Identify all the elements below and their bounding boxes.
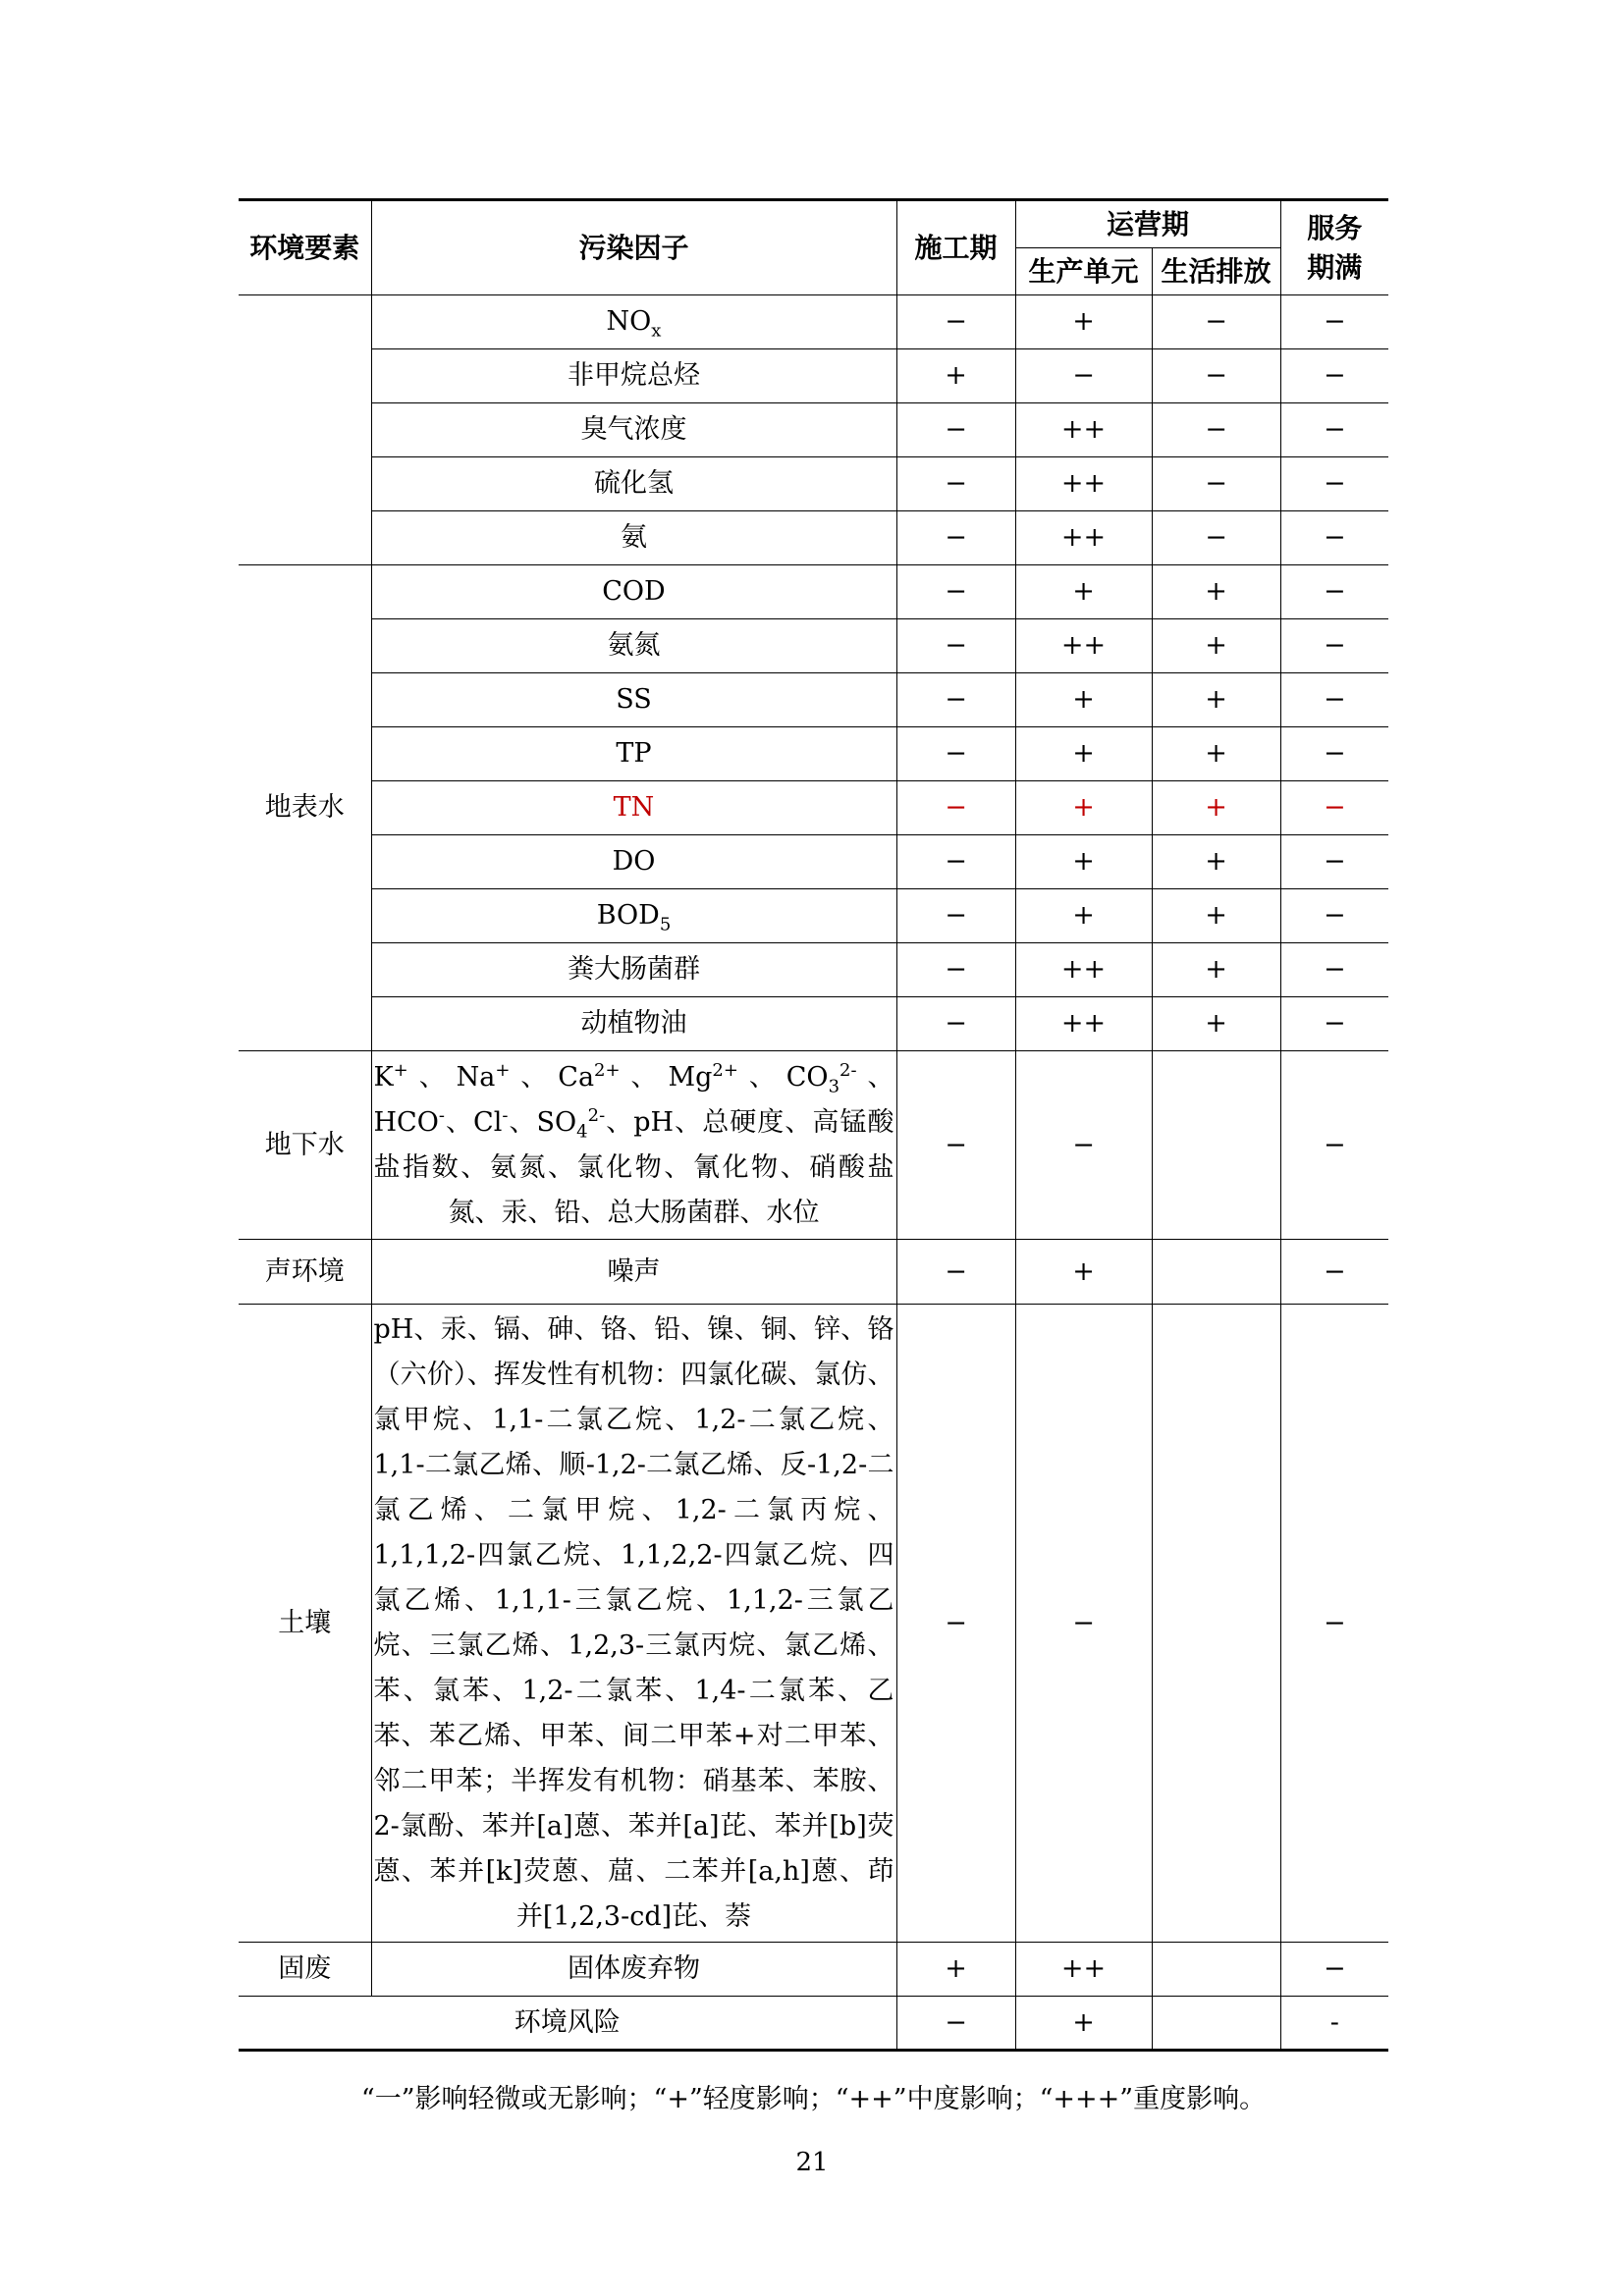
- construction-cell: −: [896, 457, 1015, 511]
- table-row: [239, 727, 1388, 781]
- production-cell: ++: [1015, 403, 1152, 457]
- factor-cell: $BOD_5$: [371, 889, 896, 943]
- construction-cell: −: [896, 1997, 1015, 2051]
- factor-cell: 氨氮: [371, 619, 896, 673]
- living-cell: −: [1152, 349, 1280, 403]
- production-cell: +: [1015, 673, 1152, 727]
- production-cell: ++: [1015, 619, 1152, 673]
- service-cell: −: [1280, 619, 1388, 673]
- legend-note: “一”影响轻微或无影响；“+”轻度影响；“++”中度影响；“+++”重度影响。: [360, 2084, 1267, 2114]
- service-cell: −: [1280, 727, 1388, 781]
- production-cell: −: [1015, 1051, 1152, 1240]
- table-row: [239, 889, 1388, 943]
- header-living-discharge: 生活排放: [1152, 248, 1280, 295]
- table-row: [239, 565, 1388, 619]
- production-cell: −: [1015, 349, 1152, 403]
- living-cell: [1152, 1943, 1280, 1997]
- production-cell: −: [1015, 1305, 1152, 1943]
- living-cell: +: [1152, 835, 1280, 889]
- living-cell: +: [1152, 565, 1280, 619]
- element-cell-air: [239, 295, 371, 565]
- element-cell-surface-water: 地表水: [239, 565, 371, 1051]
- risk-label-cell: 环境风险: [239, 1997, 896, 2051]
- construction-cell: −: [896, 403, 1015, 457]
- factor-cell: $NO_x$: [371, 295, 896, 349]
- production-cell: +: [1015, 889, 1152, 943]
- element-cell-noise: 声环境: [239, 1240, 371, 1305]
- service-cell: −: [1280, 565, 1388, 619]
- production-cell: ++: [1015, 457, 1152, 511]
- living-cell: −: [1152, 295, 1280, 349]
- construction-cell: −: [896, 889, 1015, 943]
- construction-cell: −: [896, 1240, 1015, 1305]
- factor-cell: 固体废弃物: [371, 1943, 896, 1997]
- header-service-line1: 服务: [1307, 211, 1363, 244]
- production-cell: +: [1015, 1240, 1152, 1305]
- production-cell: +: [1015, 295, 1152, 349]
- living-cell: −: [1152, 511, 1280, 565]
- factor-cell-soil: pH、汞、镉、砷、铬、铅、镍、铜、锌、铬（六价）、挥发性有机物：四氯化碳、氯仿、氯甲烷、1,1-二氯乙烷、1,2-二氯乙烷、1,1-二氯乙烯、顺-1,2-二氯乙烯、反-1,2-二氯乙烯、二氯甲烷、1,2-二氯丙烷、1,1,1,2-四氯乙烷、1,1,2,2-四氯乙烷、四氯乙烯、1,1,1-三氯乙烷、1,1,2-三氯乙烷、三氯乙烯、1,2,3-三氯丙烷、氯乙烯、苯、氯苯、1,2-二氯苯、1,4-二氯苯、乙苯、苯乙烯、甲苯、间二甲苯+对二甲苯、邻二甲苯；半挥发有机物：硝基苯、苯胺、2-氯酚、苯并[a]蒽、苯并[a]芘、苯并[b]荧蒽、苯并[k]荧蒽、䓛、二苯并[a,h]蒽、茚并[1,2,3-cd]芘、萘: [371, 1305, 896, 1943]
- factor-cell: 非甲烷总烃: [371, 349, 896, 403]
- production-cell: +: [1015, 1997, 1152, 2051]
- construction-cell: +: [896, 1943, 1015, 1997]
- table-row: [239, 295, 1388, 349]
- living-cell: [1152, 1240, 1280, 1305]
- production-cell: +: [1015, 835, 1152, 889]
- living-cell: [1152, 1305, 1280, 1943]
- factor-cell-groundwater: K+、Na+、$Ca^{2+}$、$Mg^{2+}$、$CO_3^{2-}$、HCO-、Cl-、$SO_4^{2-}$、pH、总硬度、高锰酸盐指数、氨氮、氯化物、氰化物、硝酸盐氮、汞、铅、总大肠菌群、水位: [371, 1051, 896, 1240]
- element-cell-soil: 土壤: [239, 1305, 371, 1943]
- living-cell: [1152, 1997, 1280, 2051]
- header-service-line2: 期满: [1307, 250, 1363, 284]
- service-cell: −: [1280, 1943, 1388, 1997]
- living-cell: +: [1152, 943, 1280, 997]
- factor-cell: COD: [371, 565, 896, 619]
- construction-cell: −: [896, 511, 1015, 565]
- construction-cell: −: [896, 673, 1015, 727]
- table-row: [239, 1240, 1388, 1305]
- service-cell: −: [1280, 349, 1388, 403]
- service-cell: −: [1280, 781, 1388, 835]
- table-row: [239, 943, 1388, 997]
- table-row: [239, 1305, 1388, 1943]
- service-cell: −: [1280, 943, 1388, 997]
- factor-cell: 氨: [371, 511, 896, 565]
- table-body: [239, 295, 1388, 2051]
- table-row: [239, 1997, 1388, 2051]
- living-cell: +: [1152, 889, 1280, 943]
- living-cell: +: [1152, 619, 1280, 673]
- service-cell: −: [1280, 889, 1388, 943]
- table-row: [239, 1051, 1388, 1240]
- production-cell: ++: [1015, 1943, 1152, 1997]
- service-cell: −: [1280, 295, 1388, 349]
- construction-cell: −: [896, 835, 1015, 889]
- living-cell: −: [1152, 403, 1280, 457]
- living-cell: [1152, 1051, 1280, 1240]
- factor-cell: 粪大肠菌群: [371, 943, 896, 997]
- header-construction-period: 施工期: [896, 200, 1015, 295]
- header-environment-element: 环境要素: [239, 200, 371, 295]
- construction-cell: −: [896, 781, 1015, 835]
- service-cell: −: [1280, 997, 1388, 1051]
- table-row: [239, 403, 1388, 457]
- header-pollution-factor: 污染因子: [371, 200, 896, 295]
- production-cell: ++: [1015, 997, 1152, 1051]
- service-cell: −: [1280, 403, 1388, 457]
- service-cell: -: [1280, 1997, 1388, 2051]
- service-cell: −: [1280, 1240, 1388, 1305]
- element-cell-groundwater: 地下水: [239, 1051, 371, 1240]
- factor-cell: SS: [371, 673, 896, 727]
- construction-cell: +: [896, 349, 1015, 403]
- construction-cell: −: [896, 997, 1015, 1051]
- factor-cell: DO: [371, 835, 896, 889]
- construction-cell: −: [896, 1051, 1015, 1240]
- table-row: [239, 673, 1388, 727]
- factor-cell: 臭气浓度: [371, 403, 896, 457]
- service-cell: −: [1280, 1305, 1388, 1943]
- table-row: [239, 349, 1388, 403]
- table-row: [239, 835, 1388, 889]
- header-operation-period: 运营期: [1015, 200, 1280, 248]
- service-cell: −: [1280, 673, 1388, 727]
- living-cell: −: [1152, 457, 1280, 511]
- construction-cell: −: [896, 565, 1015, 619]
- production-cell: +: [1015, 565, 1152, 619]
- impact-matrix-table: [239, 198, 1388, 2052]
- living-cell: +: [1152, 673, 1280, 727]
- table-row: [239, 511, 1388, 565]
- production-cell: ++: [1015, 943, 1152, 997]
- factor-cell: 动植物油: [371, 997, 896, 1051]
- table-row: [239, 619, 1388, 673]
- header-production-unit: 生产单元: [1015, 248, 1152, 295]
- living-cell: +: [1152, 727, 1280, 781]
- table-row: [239, 997, 1388, 1051]
- service-cell: −: [1280, 835, 1388, 889]
- table-row: [239, 781, 1388, 835]
- table-row: [239, 457, 1388, 511]
- living-cell: +: [1152, 997, 1280, 1051]
- service-cell: −: [1280, 511, 1388, 565]
- production-cell: ++: [1015, 511, 1152, 565]
- factor-cell: TN: [371, 781, 896, 835]
- construction-cell: −: [896, 943, 1015, 997]
- service-cell: −: [1280, 1051, 1388, 1240]
- factor-cell: TP: [371, 727, 896, 781]
- production-cell: +: [1015, 781, 1152, 835]
- construction-cell: −: [896, 1305, 1015, 1943]
- header-service-expiry: [1280, 200, 1388, 295]
- factor-cell: 硫化氢: [371, 457, 896, 511]
- production-cell: +: [1015, 727, 1152, 781]
- factor-cell: 噪声: [371, 1240, 896, 1305]
- page-number: 21: [795, 2148, 829, 2177]
- service-cell: −: [1280, 457, 1388, 511]
- element-cell-solid-waste: 固废: [239, 1943, 371, 1997]
- living-cell: +: [1152, 781, 1280, 835]
- table-row: [239, 1943, 1388, 1997]
- construction-cell: −: [896, 619, 1015, 673]
- construction-cell: −: [896, 295, 1015, 349]
- construction-cell: −: [896, 727, 1015, 781]
